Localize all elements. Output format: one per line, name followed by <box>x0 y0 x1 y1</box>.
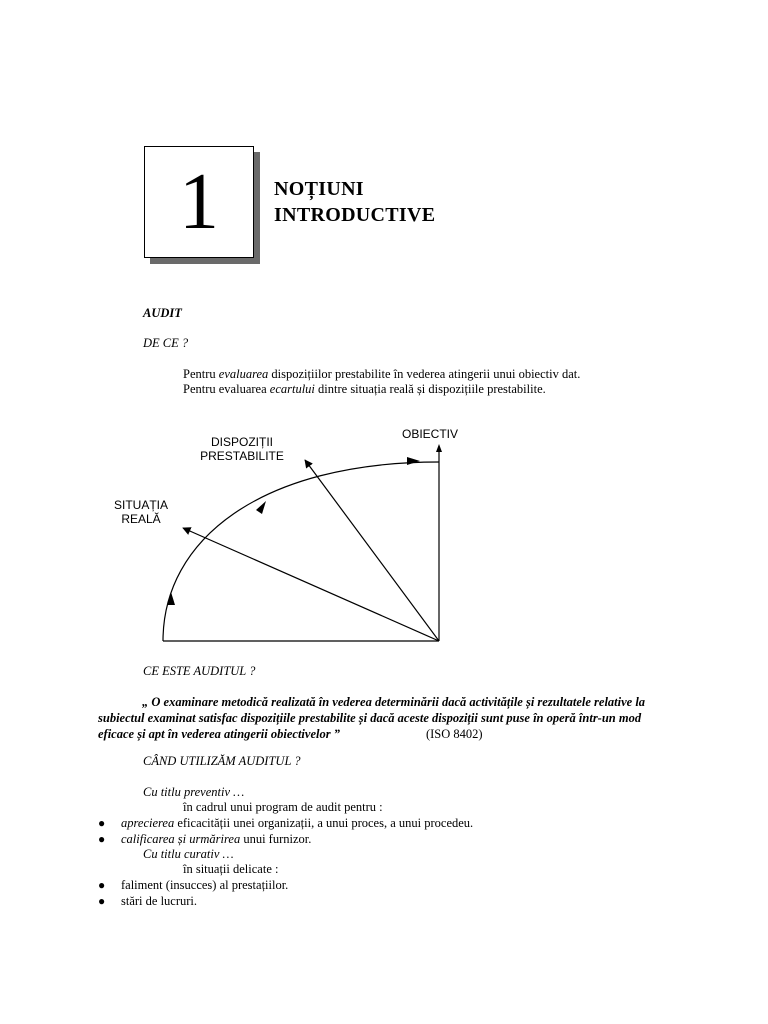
section-heading-when: CÂND UTILIZĂM AUDITUL ? <box>143 754 301 768</box>
list-item: faliment (insucces) al prestațiilor. <box>121 878 289 892</box>
list-item-emphasis: calificarea și urmărirea <box>121 832 241 846</box>
preventive-title: Cu titlu preventiv … <box>143 785 245 799</box>
quote-line-3-text: eficace și apt în vederea atingerii obiectivelor ” <box>98 727 340 741</box>
list-item-emphasis: aprecierea <box>121 816 175 830</box>
why-line-2-emphasis: ecartului <box>269 382 315 396</box>
bullet-marker: ● <box>98 894 106 908</box>
label-dispositions-line-2: PRESTABILITE <box>200 449 284 463</box>
section-heading-why: DE CE ? <box>143 336 189 350</box>
list-item: stări de lucruri. <box>121 894 198 908</box>
curative-title: Cu titlu curativ … <box>143 847 234 861</box>
why-line-1-emphasis: evaluarea <box>218 367 269 381</box>
curative-intro: în situații delicate : <box>183 862 279 876</box>
label-dispositions-line-1: DISPOZIȚII <box>210 435 273 449</box>
list-item-text: eficacității unei organizații, a unui proces, a unui procedeu. <box>174 816 474 830</box>
diagram-arc <box>163 462 439 641</box>
label-dispositions <box>196 435 288 463</box>
arrow-to-dispositions <box>305 460 439 641</box>
section-heading-audit: AUDIT <box>143 306 182 320</box>
why-line-2-prefix: Pentru evaluarea <box>183 382 270 396</box>
objective-cap-marker <box>436 444 442 452</box>
section-heading-what: CE ESTE AUDITUL ? <box>143 664 256 678</box>
why-line-1-suffix: dispozițiilor prestabilite în vederea atingerii unui obiectiv dat. <box>268 367 581 381</box>
why-line-1-prefix: Pentru <box>183 367 219 381</box>
label-objective: OBIECTIV <box>402 427 459 441</box>
arc-arrow-2 <box>256 501 266 514</box>
arrow-to-real-situation <box>183 528 439 641</box>
preventive-intro: în cadrul unui program de audit pentru : <box>183 800 383 814</box>
iso-definition-quote <box>98 694 682 742</box>
bullet-marker: ● <box>98 816 106 830</box>
bullet-marker: ● <box>98 832 106 846</box>
list-item <box>121 832 311 847</box>
quote-line-1: „ O examinare metodică realizată în vederea determinării dacă activitățile și rezultatele relative la <box>142 695 646 709</box>
label-real-situation-line-1: SITUAȚIA <box>113 498 168 512</box>
label-real-situation-line-2: REALĂ <box>121 512 161 526</box>
list-item-text: unui furnizor. <box>240 832 312 846</box>
iso-reference: (ISO 8402) <box>425 727 483 741</box>
list-item <box>121 816 473 831</box>
arc-arrow-3 <box>407 457 420 465</box>
chapter-title-line-1: NOȚIUNI <box>274 178 364 200</box>
quote-line-2: subiectul examinat satisfac dispozițiile prestabilite și dacă aceste dispoziții sunt puse în operă într-un mod <box>98 711 642 725</box>
why-line-2-suffix: dintre situația reală și dispozițiile prestabilite. <box>314 382 546 396</box>
chapter-number: 1 <box>179 158 219 246</box>
bullet-marker: ● <box>98 878 106 892</box>
arc-arrow-1 <box>167 592 175 605</box>
chapter-title-line-2: INTRODUCTIVE <box>274 204 436 226</box>
quote-line-3 <box>98 726 682 742</box>
label-real-situation <box>104 498 178 526</box>
